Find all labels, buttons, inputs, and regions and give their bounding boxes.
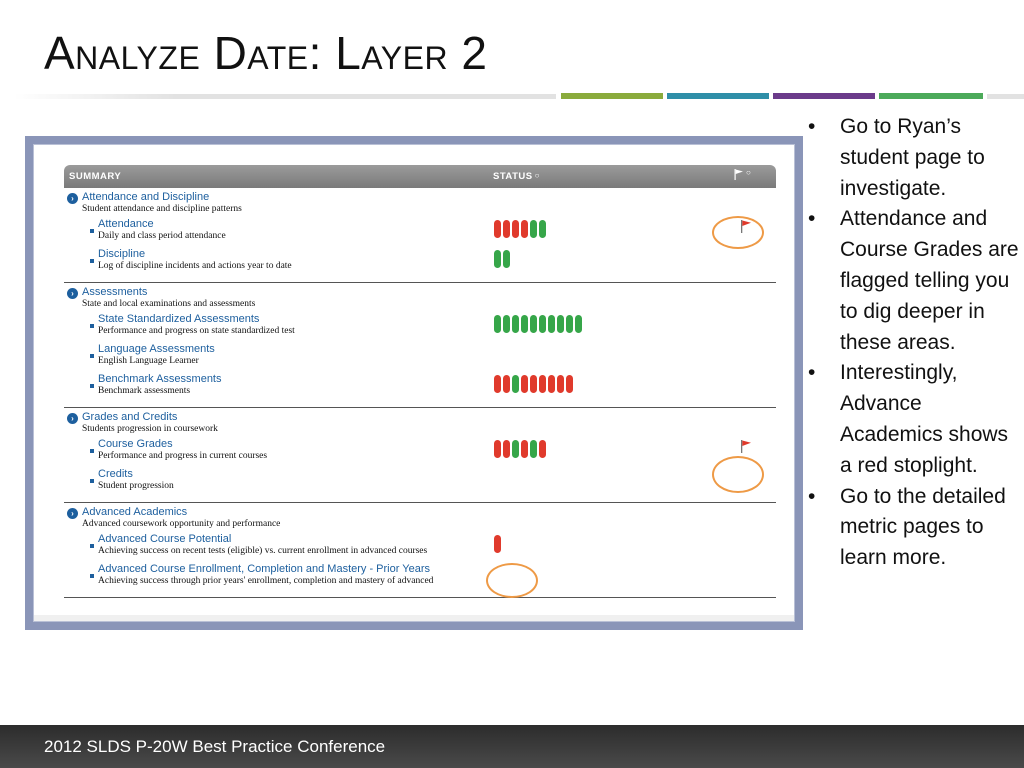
stoplight-green[interactable] xyxy=(530,220,537,238)
bullet-text: Interestingly, Advance Academics shows a red stoplight. xyxy=(840,361,1009,477)
section-description: Students progression in coursework xyxy=(82,424,218,434)
bullet-list xyxy=(806,112,1020,574)
stoplight-red[interactable] xyxy=(521,220,528,238)
stoplight-red[interactable] xyxy=(494,535,501,553)
summary-table xyxy=(64,165,776,598)
square-bullet-icon xyxy=(90,259,94,263)
section-description: State and local examinations and assessments xyxy=(82,299,256,309)
bullet-text: Attendance and Course Grades are flagged telling you to dig deeper in these areas. xyxy=(840,207,1019,354)
section-header xyxy=(64,283,776,313)
slide-title: Analyze Date: Layer 2 xyxy=(44,27,488,79)
square-bullet-icon xyxy=(90,324,94,328)
metric-description: Achieving success on recent tests (eligible) vs. current enrollment in advanced courses xyxy=(98,546,428,556)
stoplight-red[interactable] xyxy=(494,220,501,238)
stoplight-green[interactable] xyxy=(512,375,519,393)
horizontal-scrollbar[interactable] xyxy=(34,615,794,621)
bullet-dot-icon: • xyxy=(808,115,816,138)
footer-bar xyxy=(0,725,1024,768)
metric-title-link[interactable]: Language Assessments xyxy=(98,343,215,355)
section-title-link[interactable]: Assessments xyxy=(82,286,148,298)
info-icon[interactable]: ○ xyxy=(534,171,540,180)
title-rule-green xyxy=(561,93,663,99)
highlight-oval-advanced-potential xyxy=(486,563,538,598)
status-stoplights xyxy=(494,440,546,458)
bullet-item xyxy=(806,482,1020,574)
expand-arrow-icon[interactable]: › xyxy=(67,508,78,519)
section-title-link[interactable]: Attendance and Discipline xyxy=(82,191,210,203)
bullet-dot-icon: • xyxy=(808,207,816,231)
metric-row xyxy=(64,373,776,403)
stoplight-green[interactable] xyxy=(530,440,537,458)
section-description: Advanced coursework opportunity and performance xyxy=(82,519,281,529)
metric-row xyxy=(64,248,776,278)
metric-description: Student progression xyxy=(98,481,174,491)
screenshot-frame xyxy=(25,136,803,630)
status-stoplights xyxy=(494,535,501,553)
stoplight-red[interactable] xyxy=(503,440,510,458)
metric-row xyxy=(64,218,776,248)
summary-header-label: SUMMARY xyxy=(69,171,122,182)
section-title-link[interactable]: Grades and Credits xyxy=(82,411,178,423)
square-bullet-icon xyxy=(90,479,94,483)
flag-info-icon[interactable]: ○ xyxy=(746,168,752,177)
metric-title-link[interactable]: Course Grades xyxy=(98,438,173,450)
stoplight-green[interactable] xyxy=(530,315,537,333)
section-attendance-and-discipline xyxy=(64,188,776,283)
metric-description: English Language Learner xyxy=(98,356,199,366)
stoplight-red[interactable] xyxy=(566,375,573,393)
summary-panel xyxy=(33,144,795,622)
section-title-link[interactable]: Advanced Academics xyxy=(82,506,188,518)
stoplight-green[interactable] xyxy=(512,440,519,458)
stoplight-red[interactable] xyxy=(503,375,510,393)
bullet-item xyxy=(806,112,1020,204)
flag-icon[interactable] xyxy=(734,169,744,183)
title-rule-teal xyxy=(667,93,769,99)
stoplight-green[interactable] xyxy=(494,315,501,333)
metric-row xyxy=(64,438,776,468)
stoplight-red[interactable] xyxy=(494,440,501,458)
sections-container xyxy=(64,188,776,598)
stoplight-red[interactable] xyxy=(512,220,519,238)
stoplight-red[interactable] xyxy=(521,375,528,393)
stoplight-green[interactable] xyxy=(494,250,501,268)
stoplight-red[interactable] xyxy=(530,375,537,393)
square-bullet-icon xyxy=(90,574,94,578)
status-stoplights xyxy=(494,220,546,238)
metric-row xyxy=(64,343,776,373)
expand-arrow-icon[interactable]: › xyxy=(67,288,78,299)
metric-description: Benchmark assessments xyxy=(98,386,191,396)
bullet-item xyxy=(806,358,1020,481)
stoplight-green[interactable] xyxy=(512,315,519,333)
metric-description: Performance and progress in current courses xyxy=(98,451,268,461)
section-advanced-academics xyxy=(64,503,776,598)
square-bullet-icon xyxy=(90,229,94,233)
metric-title-link[interactable]: Discipline xyxy=(98,248,146,260)
footer-text: 2012 SLDS P-20W Best Practice Conference xyxy=(44,737,386,756)
summary-header xyxy=(64,165,776,188)
section-header xyxy=(64,188,776,218)
metric-description: Achieving success through prior years' enrollment, completion and mastery of advanced xyxy=(98,576,434,586)
title-rule-purple xyxy=(773,93,875,99)
metric-row xyxy=(64,313,776,343)
highlight-oval-attendance-flag xyxy=(712,216,764,249)
metric-row xyxy=(64,468,776,498)
status-header-label: STATUS xyxy=(493,171,533,182)
stoplight-green[interactable] xyxy=(503,315,510,333)
bullet-text: Go to the detailed metric pages to learn more. xyxy=(840,484,1006,570)
metric-description: Log of discipline incidents and actions year to date xyxy=(98,261,292,271)
expand-arrow-icon[interactable]: › xyxy=(67,413,78,424)
stoplight-red[interactable] xyxy=(539,440,546,458)
stoplight-red[interactable] xyxy=(503,220,510,238)
metric-row xyxy=(64,533,776,563)
metric-description: Daily and class period attendance xyxy=(98,231,226,241)
stoplight-red[interactable] xyxy=(539,375,546,393)
stoplight-red[interactable] xyxy=(557,375,564,393)
status-header[interactable] xyxy=(493,171,540,182)
stoplight-green[interactable] xyxy=(539,220,546,238)
stoplight-green[interactable] xyxy=(557,315,564,333)
title-rule-gray xyxy=(14,94,556,99)
metric-title-link[interactable]: Advanced Course Enrollment, Completion and Mastery - Prior Years xyxy=(98,563,430,575)
bullet-item xyxy=(806,204,1020,358)
square-bullet-icon xyxy=(90,384,94,388)
highlight-oval-course-grades-flag xyxy=(712,456,764,493)
stoplight-red[interactable] xyxy=(521,440,528,458)
square-bullet-icon xyxy=(90,354,94,358)
section-description: Student attendance and discipline patterns xyxy=(82,204,242,214)
square-bullet-icon xyxy=(90,544,94,548)
stoplight-green[interactable] xyxy=(575,315,582,333)
section-header xyxy=(64,408,776,438)
metric-title-link[interactable]: Attendance xyxy=(98,218,154,230)
stoplight-green[interactable] xyxy=(521,315,528,333)
stoplight-green[interactable] xyxy=(539,315,546,333)
status-stoplights xyxy=(494,375,573,393)
stoplight-red[interactable] xyxy=(494,375,501,393)
status-stoplights xyxy=(494,250,510,268)
expand-arrow-icon[interactable]: › xyxy=(67,193,78,204)
status-stoplights xyxy=(494,315,582,333)
metric-title-link[interactable]: Advanced Course Potential xyxy=(98,533,232,545)
section-grades-and-credits xyxy=(64,408,776,503)
title-rule-lime xyxy=(879,93,983,99)
bullet-text: Go to Ryan’s student page to investigate. xyxy=(840,115,985,200)
section-assessments xyxy=(64,283,776,408)
metric-description: Performance and progress on state standardized test xyxy=(98,326,295,336)
bullet-dot-icon: • xyxy=(808,484,816,508)
square-bullet-icon xyxy=(90,449,94,453)
section-header xyxy=(64,503,776,533)
metric-row xyxy=(64,563,776,593)
metric-title-link[interactable]: State Standardized Assessments xyxy=(98,313,260,325)
title-rule-end xyxy=(987,94,1024,99)
stoplight-green[interactable] xyxy=(548,315,555,333)
stoplight-green[interactable] xyxy=(566,315,573,333)
metric-title-link[interactable]: Credits xyxy=(98,468,133,480)
stoplight-red[interactable] xyxy=(548,375,555,393)
metric-title-link[interactable]: Benchmark Assessments xyxy=(98,373,222,385)
bullet-dot-icon: • xyxy=(808,361,816,385)
stoplight-green[interactable] xyxy=(503,250,510,268)
